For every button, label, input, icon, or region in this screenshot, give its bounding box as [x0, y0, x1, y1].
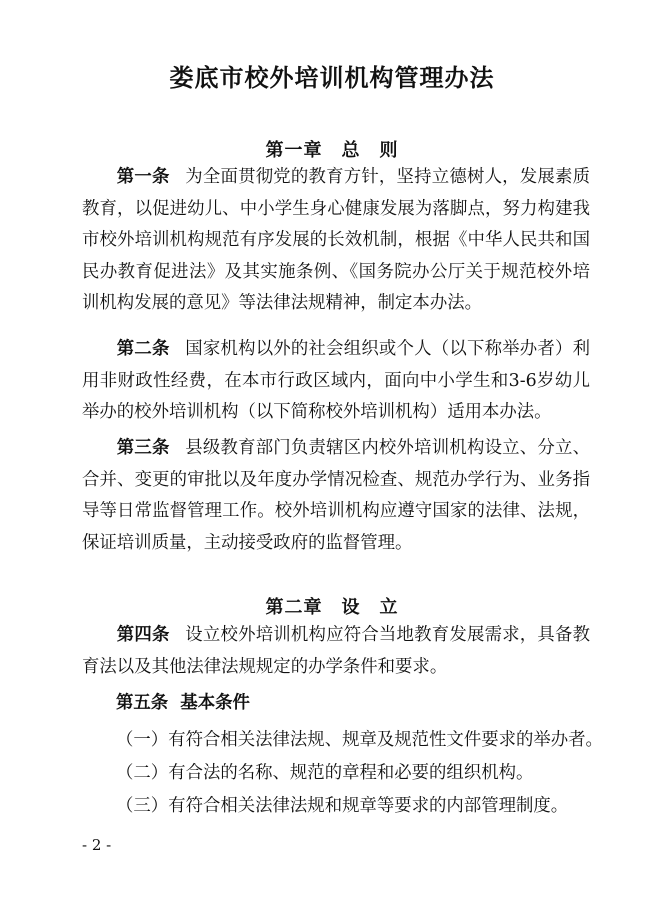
article-label: 第一条 [116, 167, 170, 187]
article-3 [82, 433, 590, 559]
article-2 [82, 334, 590, 429]
article-text: 县级教育部门负责辖区内校外培训机构设立、分立、合并、变更的审批以及年度办学情况检查、规范办学行为、业务指导等日常监督管理工作。校外培训机构应遵守国家的法律、法规，保证培训质量，主动接受政府的监督管理。 [82, 438, 590, 553]
article-label: 第三条 [116, 438, 170, 458]
article-label: 第五条 [116, 693, 169, 713]
chapter-heading-1: 第一章 总 则 [265, 140, 399, 161]
document-title: 娄底市校外培训机构管理办法 [169, 64, 495, 92]
article-heading: 基本条件 [180, 693, 250, 713]
list-item: （一）有符合相关法律法规、规章及规范性文件要求的举办者。 [116, 730, 603, 750]
list-item: （二）有合法的名称、规范的章程和必要的组织机构。 [116, 763, 534, 783]
article-text: 设立校外培训机构应符合当地教育发展需求，具备教育法以及其他法律法规规定的办学条件和要求。 [82, 625, 590, 677]
article-label: 第二条 [116, 339, 170, 359]
list-item: （三）有符合相关法律法规和规章等要求的内部管理制度。 [116, 796, 569, 816]
article-5-heading [116, 688, 250, 720]
article-text: 为全面贯彻党的教育方针，坚持立德树人，发展素质教育，以促进幼儿、中小学生身心健康发展为落脚点，努力构建我市校外培训机构规范有序发展的长效机制，根据《中华人民共和国民办教育促进法》及其实施条例、《国务院办公厅关于规范校外培训机构发展的意见》等法律法规精神，制定本办法。 [82, 167, 590, 313]
article-label: 第四条 [116, 625, 170, 645]
article-text: 国家机构以外的社会组织或个人（以下称举办者）利用非财政性经费，在本市行政区域内，面向中小学生和3-6岁幼儿举办的校外培训机构（以下简称校外培训机构）适用本办法。 [82, 339, 590, 422]
article-4 [82, 620, 590, 683]
chapter-heading-2: 第二章 设 立 [265, 597, 399, 618]
page-number: - 2 - [82, 836, 112, 854]
article-1 [82, 162, 590, 320]
